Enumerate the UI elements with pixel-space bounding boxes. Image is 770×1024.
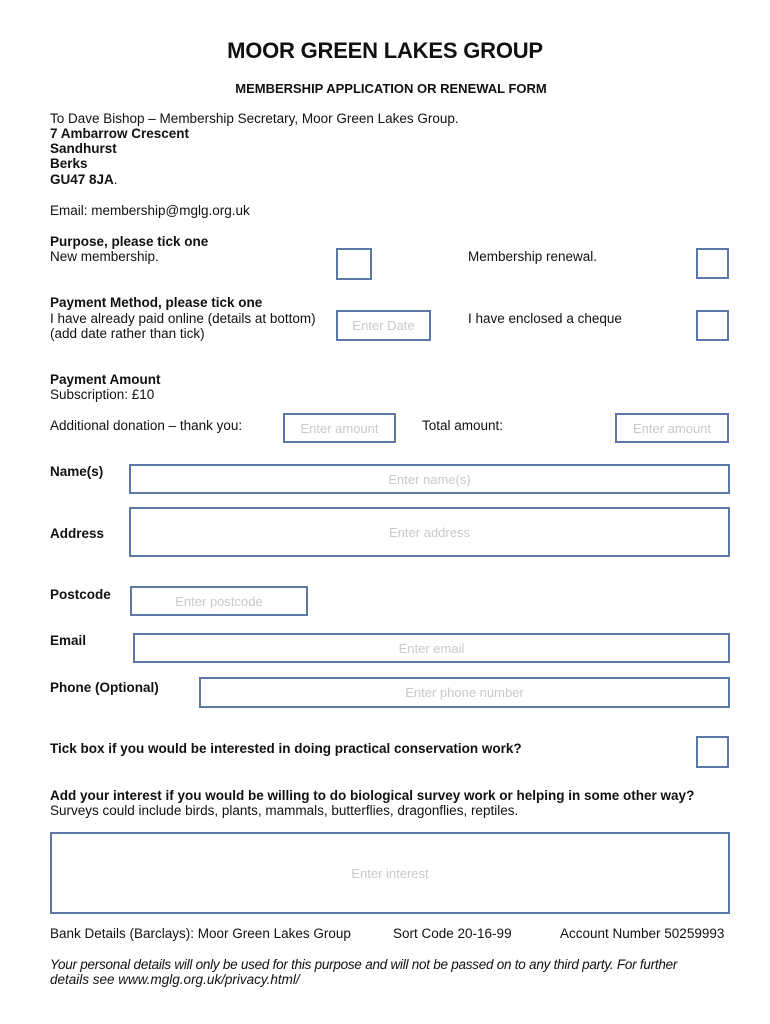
- address-label: Address: [50, 526, 105, 541]
- conservation-label: Tick box if you would be interested in doing practical conservation work?: [50, 741, 522, 756]
- form-title: MOOR GREEN LAKES GROUP: [227, 38, 543, 63]
- postcode-period: .: [113, 172, 118, 187]
- address-input[interactable]: [129, 507, 730, 557]
- to-line: To Dave Bishop – Membership Secretary, Moor Green Lakes Group.: [50, 111, 459, 126]
- address-street: 7 Ambarrow Crescent: [50, 126, 190, 141]
- privacy-line-1: Your personal details will only be used for this purpose and will not be passed on to any third party. For further: [50, 957, 678, 972]
- payment-date-input[interactable]: [336, 310, 431, 341]
- sort-code: Sort Code 20-16-99: [393, 926, 512, 941]
- paid-online-label: I have already paid online (details at bottom): [50, 311, 316, 326]
- payment-method-heading: Payment Method, please tick one: [50, 295, 263, 310]
- form-subtitle: MEMBERSHIP APPLICATION OR RENEWAL FORM: [235, 81, 547, 96]
- renewal-checkbox[interactable]: [696, 248, 729, 279]
- privacy-line-2: details see www.mglg.org.uk/privacy.html/: [50, 972, 300, 987]
- paid-online-note: (add date rather than tick): [50, 326, 205, 341]
- donation-amount-input[interactable]: [283, 413, 396, 443]
- account-number: Account Number 50259993: [560, 926, 725, 941]
- address-county: Berks: [50, 156, 88, 171]
- address-town: Sandhurst: [50, 141, 117, 156]
- postcode-label: Postcode: [50, 587, 111, 602]
- subscription-text: Subscription: £10: [50, 387, 155, 402]
- cheque-checkbox[interactable]: [696, 310, 729, 341]
- address-postcode: GU47 8JA: [50, 172, 114, 187]
- total-amount-label: Total amount:: [422, 418, 504, 433]
- email-label: Email: [50, 633, 87, 648]
- total-amount-input[interactable]: [615, 413, 729, 443]
- purpose-heading: Purpose, please tick one: [50, 234, 209, 249]
- phone-input[interactable]: [199, 677, 730, 708]
- names-label: Name(s): [50, 464, 104, 479]
- survey-heading: Add your interest if you would be willing to do biological survey work or helping in some other way?: [50, 788, 695, 803]
- new-membership-label: New membership.: [50, 249, 159, 264]
- names-input[interactable]: [129, 464, 730, 494]
- address-postcode-line: [50, 172, 118, 187]
- postcode-input[interactable]: [130, 586, 308, 616]
- donation-label: Additional donation – thank you:: [50, 418, 243, 433]
- cheque-label: I have enclosed a cheque: [468, 311, 622, 326]
- email-input[interactable]: [133, 633, 730, 663]
- conservation-checkbox[interactable]: [696, 736, 729, 768]
- secretary-email: Email: membership@mglg.org.uk: [50, 203, 250, 218]
- new-membership-checkbox[interactable]: [336, 248, 372, 280]
- survey-note: Surveys could include birds, plants, mammals, butterflies, dragonflies, reptiles.: [50, 803, 519, 818]
- bank-details: Bank Details (Barclays): Moor Green Lakes Group: [50, 926, 351, 941]
- interest-input[interactable]: [50, 832, 730, 914]
- renewal-label: Membership renewal.: [468, 249, 598, 264]
- phone-label: Phone (Optional): [50, 680, 159, 695]
- payment-amount-heading: Payment Amount: [50, 372, 161, 387]
